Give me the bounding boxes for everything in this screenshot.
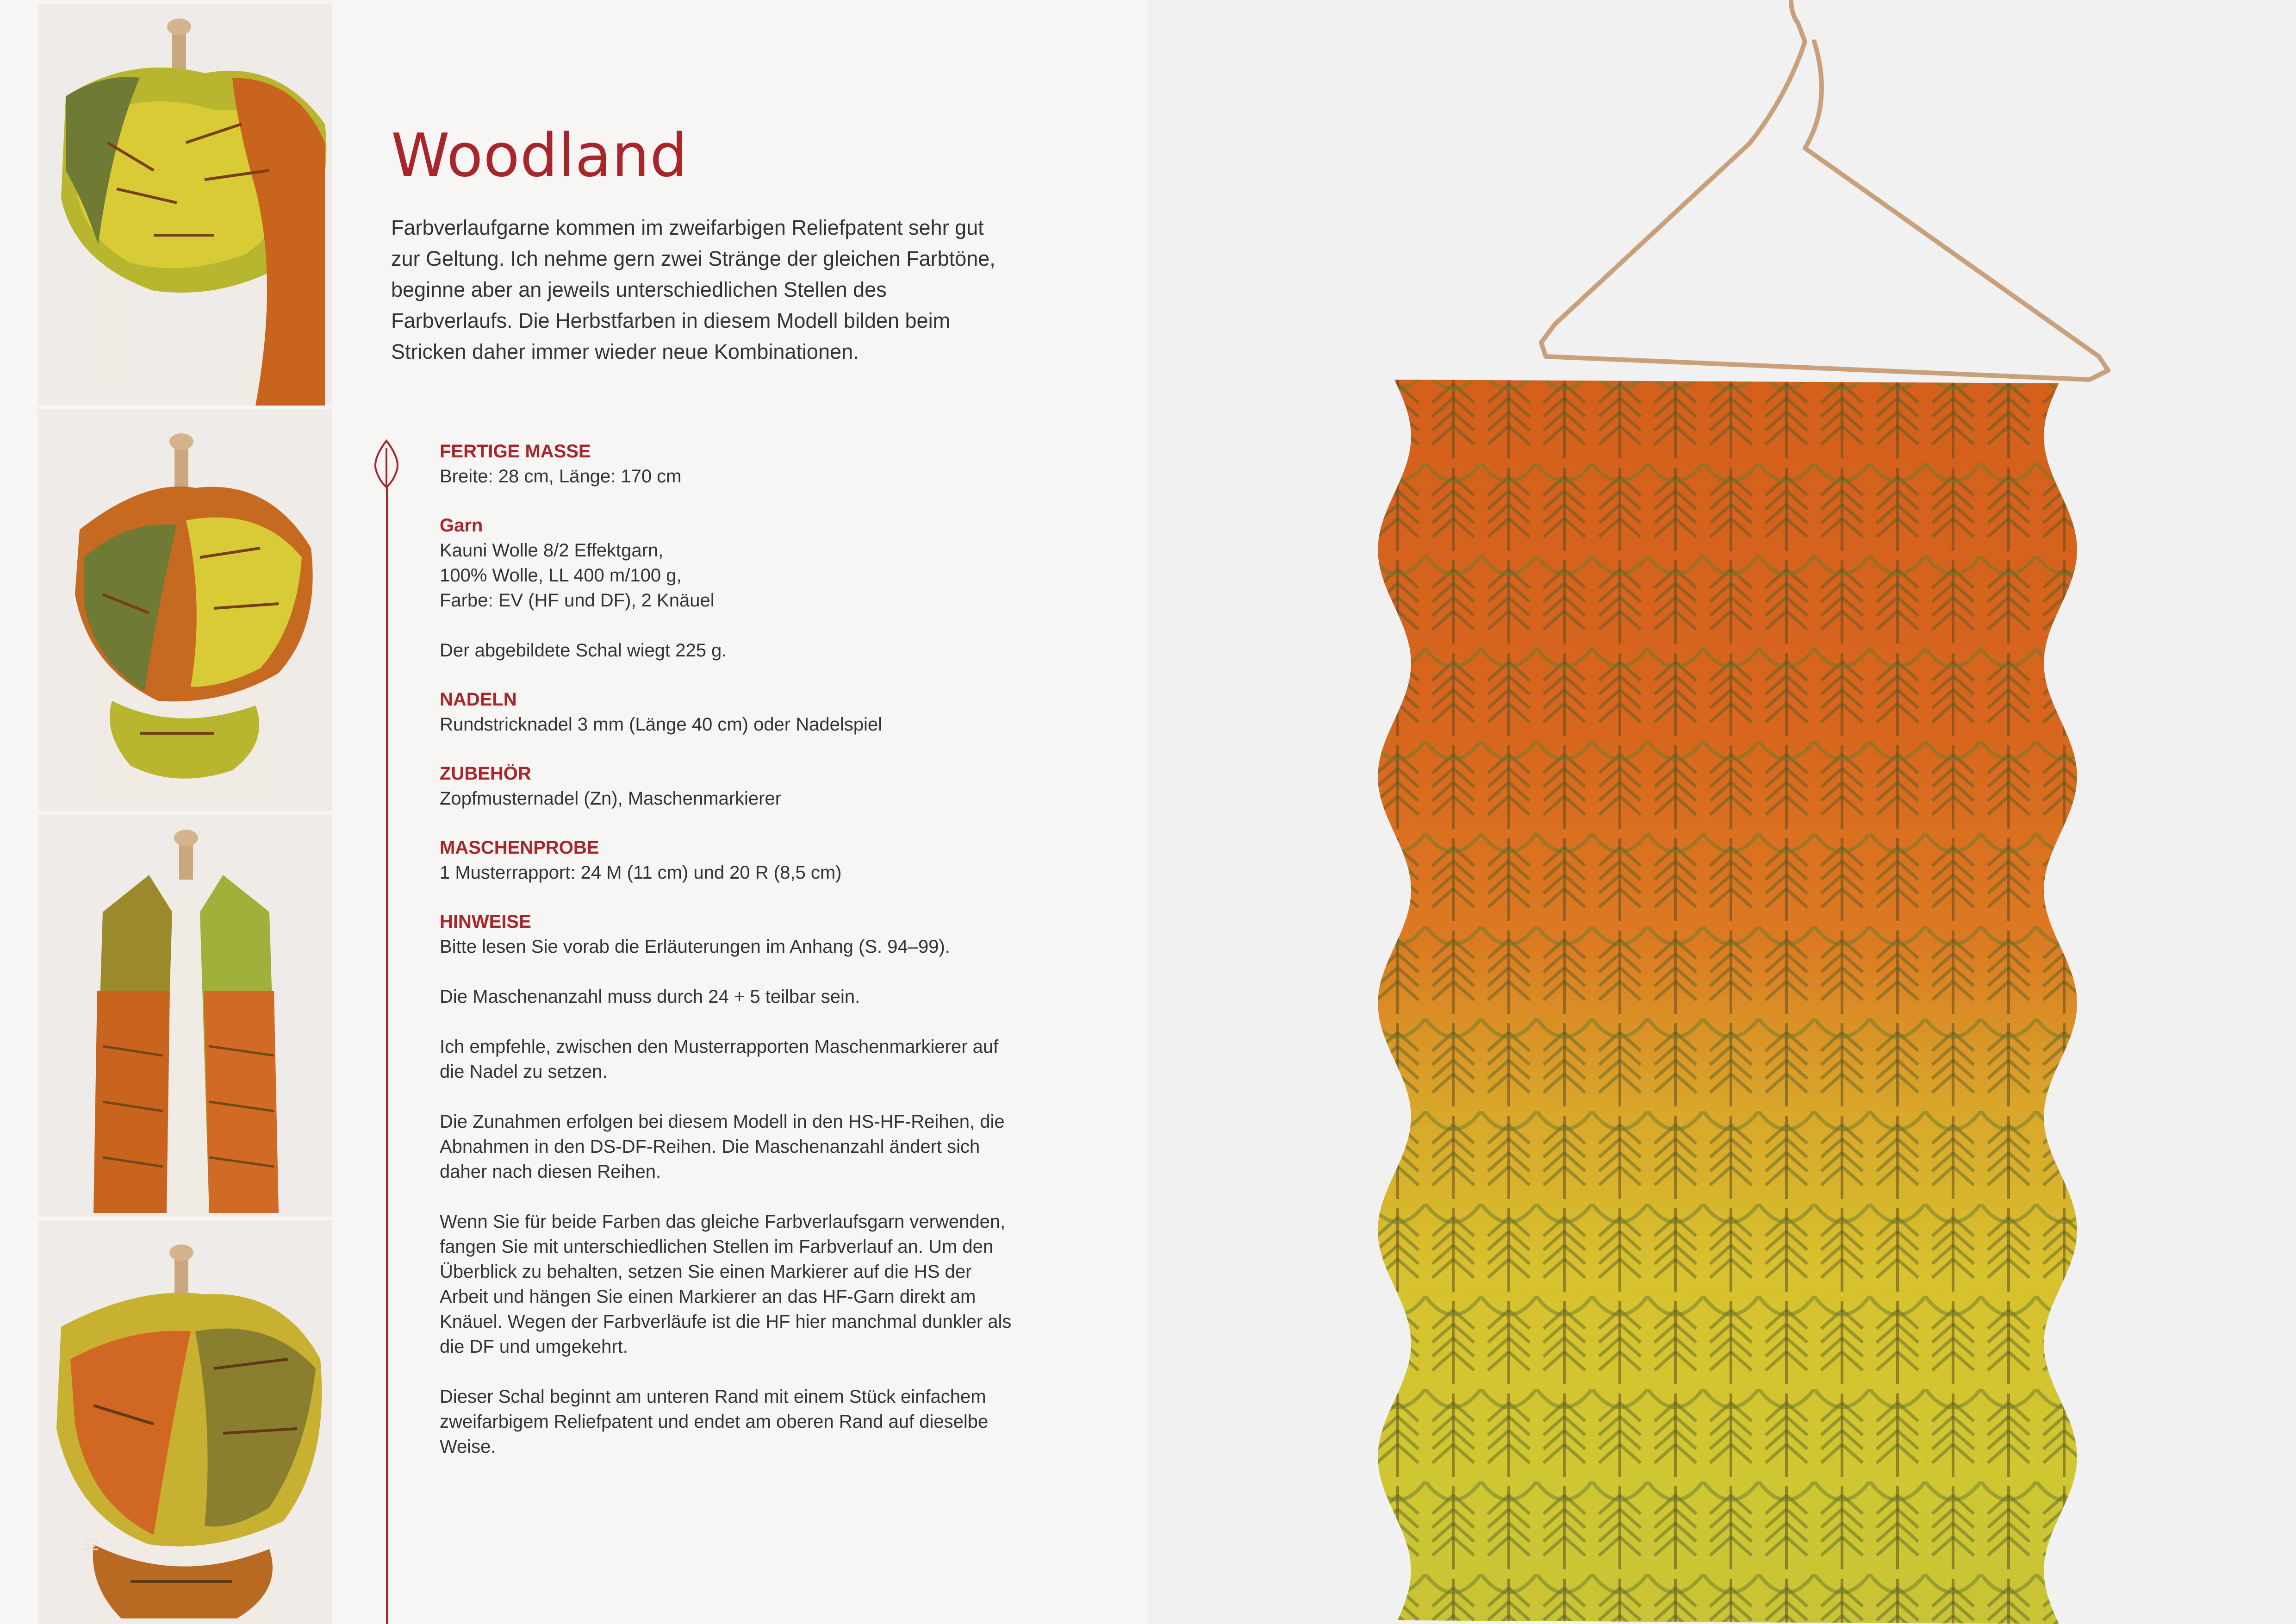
section-needles: [440, 687, 1023, 737]
section-text: Ich empfehle, zwischen den Musterrapporten Maschenmarkierer auf die Nadel zu setzen.: [440, 1037, 999, 1082]
section-heading: FERTIGE MASSE: [440, 441, 591, 462]
section-gauge: [440, 835, 1023, 885]
section-text: Die Maschenanzahl muss durch 24 + 5 teilbar sein.: [440, 987, 860, 1007]
thumbnail-column: [38, 0, 332, 1624]
section-text: Farbe: EV (HF und DF), 2 Knäuel: [440, 590, 715, 611]
section-heading: ZUBEHÖR: [440, 763, 531, 784]
section-text: Dieser Schal beginnt am unteren Rand mit einem Stück einfachem zweifarbigem Reliefpatent und endet am oberen Rand auf dieselbe Weise.: [440, 1387, 989, 1457]
section-text: Bitte lesen Sie vorab die Erläuterungen im Anhang (S. 94–99).: [440, 937, 950, 957]
section-text: Der abgebildete Schal wiegt 225 g.: [440, 640, 727, 661]
divider-line: [386, 486, 388, 1624]
section-heading: HINWEISE: [440, 912, 531, 932]
section-text: Breite: 28 cm, Länge: 170 cm: [440, 466, 682, 487]
knitted-scarf: [1378, 380, 2077, 1624]
section-text: Die Zunahmen erfolgen bei diesem Modell in den HS-HF-Reihen, die Abnahmen in den DS-DF-Reihen. Die Maschenanzahl ändert sich daher nach diesen Reihen.: [440, 1112, 1005, 1182]
section-text: 100% Wolle, LL 400 m/100 g,: [440, 565, 682, 586]
section-notes: [440, 909, 1023, 1459]
section-text: Kauni Wolle 8/2 Effektgarn,: [440, 540, 664, 561]
page-title: Woodland: [391, 121, 688, 190]
section-text: Zopfmusternadel (Zn), Maschenmarkierer: [440, 788, 782, 809]
page-number-left: 32: [81, 1536, 99, 1554]
intro-paragraph: Farbverlaufgarne kommen im zweifarbigen Reliefpatent sehr gut zur Geltung. Ich nehme gern zwei Stränge der gleichen Farbtöne, beginne aber an jeweils unterschiedlichen Stellen des Farbverlaufs. Die Herbstfarben in diesem Modell bilden beim Stricken daher immer wieder neue Kombinationen.: [391, 216, 996, 363]
section-finished-size: [440, 439, 1023, 489]
specifications: [440, 439, 1023, 1483]
photo-scarf-draped-2: [38, 409, 332, 811]
section-heading: Garn: [440, 515, 483, 536]
section-text: Rundstricknadel 3 mm (Länge 40 cm) oder Nadelspiel: [440, 714, 883, 735]
leaf-icon: [370, 439, 403, 490]
photo-scarf-on-hanger: [1148, 0, 2296, 1624]
section-accessories: [440, 761, 1023, 811]
photo-scarf-draped-3: [38, 1220, 332, 1624]
section-yarn: [440, 513, 1023, 663]
section-text: Wenn Sie für beide Farben das gleiche Farbverlaufsgarn verwenden, fangen Sie mit unterschiedlichen Stellen im Farbverlauf an. Um den Überblick zu behalten, setzen Sie einen Markierer auf die HS der Arbeit und hängen Sie einen Markierer an das HF-Garn direkt am Knäuel. Wegen der Farbverläufe ist die HF hier manchmal dunkler als die DF und umgekehrt.: [440, 1212, 1012, 1357]
section-heading: NADELN: [440, 689, 517, 710]
section-heading: MASCHENPROBE: [440, 837, 599, 858]
photo-scarf-draped-1: [38, 4, 332, 406]
right-page: [1148, 0, 2296, 1624]
section-text: 1 Musterrapport: 24 M (11 cm) und 20 R (8,5 cm): [440, 862, 842, 883]
photo-scarf-hanging-open: [38, 815, 332, 1217]
